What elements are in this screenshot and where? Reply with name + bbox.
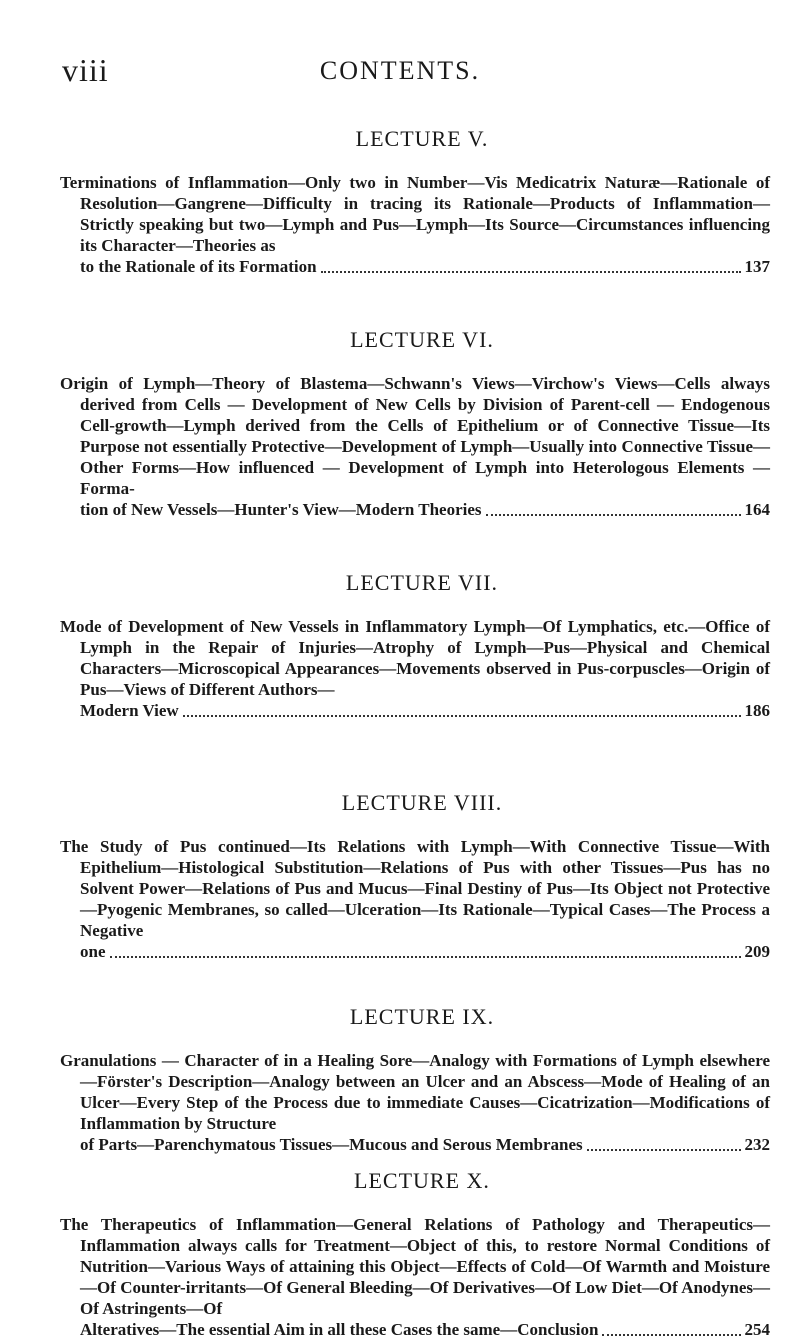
dot-leader [183, 714, 741, 717]
toc-entry[interactable] [60, 836, 770, 941]
toc-entry-summary: The Study of Pus continued—Its Relations with Lymph—With Connective Tissue—With Epithelium—Histological Substitution—Relations of Pus with other Tissues—Pus has no Solvent Power—Relations of Pus and Mucus—Final Destiny of Pus—Its Object not Protective—Pyogenic Membranes, so called—Ulceration—Its Rationale—Typical Cases—The Process a Negative [60, 837, 770, 940]
toc-entry-summary: Origin of Lymph—Theory of Blastema—Schwann's Views—Virchow's Views—Cells always derived from Cells — Development of New Cells by Division of Parent-cell — Endogenous Cell-growth—Lymph derived from the Cells of Epithelium or of Connective Tissue—Its Purpose not essentially Protective—Development of Lymph—Usually into Connective Tissue—Other Forms—How influenced — Development of Lymph into Heterologous Elements — Forma- [60, 374, 770, 498]
dot-leader [602, 1333, 740, 1336]
lecture-section [60, 1004, 770, 1155]
lecture-heading: LECTURE VI. [350, 327, 494, 352]
page-folio: viii [62, 52, 109, 88]
lecture-heading: LECTURE IX. [349, 1004, 495, 1029]
page-number: 164 [744, 500, 770, 519]
page-number: 232 [744, 1135, 770, 1154]
toc-entry-tail: one [80, 942, 106, 961]
toc-entry-summary: The Therapeutics of Inflammation—General Relations of Pathology and Therapeutics—Inflammation always calls for Treatment—Object of this, to restore Normal Conditions of Nutrition—Various Ways of attaining this Object—Effects of Cold—Of Warmth and Moisture—Of Counter-irritants—Of General Bleeding—Of Derivatives—Of Low Diet—Of Anodynes—Of Astringents—Of [60, 1215, 770, 1318]
lecture-section [60, 126, 770, 277]
toc-entry-summary: Granulations — Character of in a Healing Sore—Analogy with Formations of Lymph elsewhere—Förster's Description—Analogy between an Ulcer and an Abscess—Mode of Healing of an Ulcer—Every Step of the Process due to immediate Causes—Cicatrization—Modifications of Inflammation by Structure [60, 1051, 770, 1133]
toc-entry-last-line [60, 1319, 770, 1340]
lecture-section [60, 790, 770, 962]
toc-entry-summary: Mode of Development of New Vessels in Inflammatory Lymph—Of Lymphatics, etc.—Office of Lymph in the Repair of Injuries—Atrophy of Lymph—Pus—Physical and Chemical Characters—Microscopical Appearances—Movements observed in Pus-corpuscles—Origin of Pus—Views of Different Authors— [60, 617, 770, 699]
toc-entry[interactable] [60, 172, 770, 256]
lecture-section [60, 1168, 770, 1340]
toc-entry-tail: Alteratives—The essential Aim in all these Cases the same—Conclusion [80, 1320, 599, 1339]
dot-leader [110, 955, 741, 958]
lecture-heading: LECTURE X. [354, 1168, 490, 1193]
toc-entry-last-line [60, 499, 770, 520]
toc-entry-summary: Terminations of Inflammation—Only two in Number—Vis Medicatrix Naturæ—Rationale of Resolution—Gangrene—Difficulty in tracing its Rationale—Products of Inflammation—Strictly speaking but two—Lymph and Pus—Lymph—Its Source—Circumstances influencing its Character—Theories as [60, 173, 770, 255]
toc-entry-last-line [60, 700, 770, 721]
running-head [0, 52, 800, 88]
toc-entry-tail: of Parts—Parenchymatous Tissues—Mucous and Serous Membranes [80, 1135, 583, 1154]
page-number: 186 [744, 701, 770, 720]
lecture-section [60, 570, 770, 721]
page-number: 209 [744, 942, 770, 961]
toc-entry-tail: tion of New Vessels—Hunter's View—Modern Theories [80, 500, 482, 519]
toc-entry-tail: Modern View [80, 701, 179, 720]
lecture-heading: LECTURE V. [355, 126, 489, 151]
toc-entry[interactable] [60, 1050, 770, 1134]
toc-entry-last-line [60, 256, 770, 277]
page-number: 137 [744, 257, 770, 276]
toc-entry[interactable] [60, 616, 770, 700]
dot-leader [486, 513, 741, 516]
page-number: 254 [744, 1320, 770, 1339]
toc-entry-last-line [60, 941, 770, 962]
dot-leader [321, 270, 741, 273]
toc-entry[interactable] [60, 373, 770, 499]
lecture-heading: LECTURE VII. [345, 570, 499, 595]
toc-entry-tail: to the Rationale of its Formation [80, 257, 317, 276]
lecture-heading: LECTURE VIII. [341, 790, 503, 815]
toc-entry-last-line [60, 1134, 770, 1155]
toc-entry[interactable] [60, 1214, 770, 1319]
page-title: CONTENTS. [319, 56, 481, 85]
lecture-section [60, 327, 770, 520]
dot-leader [587, 1148, 741, 1151]
